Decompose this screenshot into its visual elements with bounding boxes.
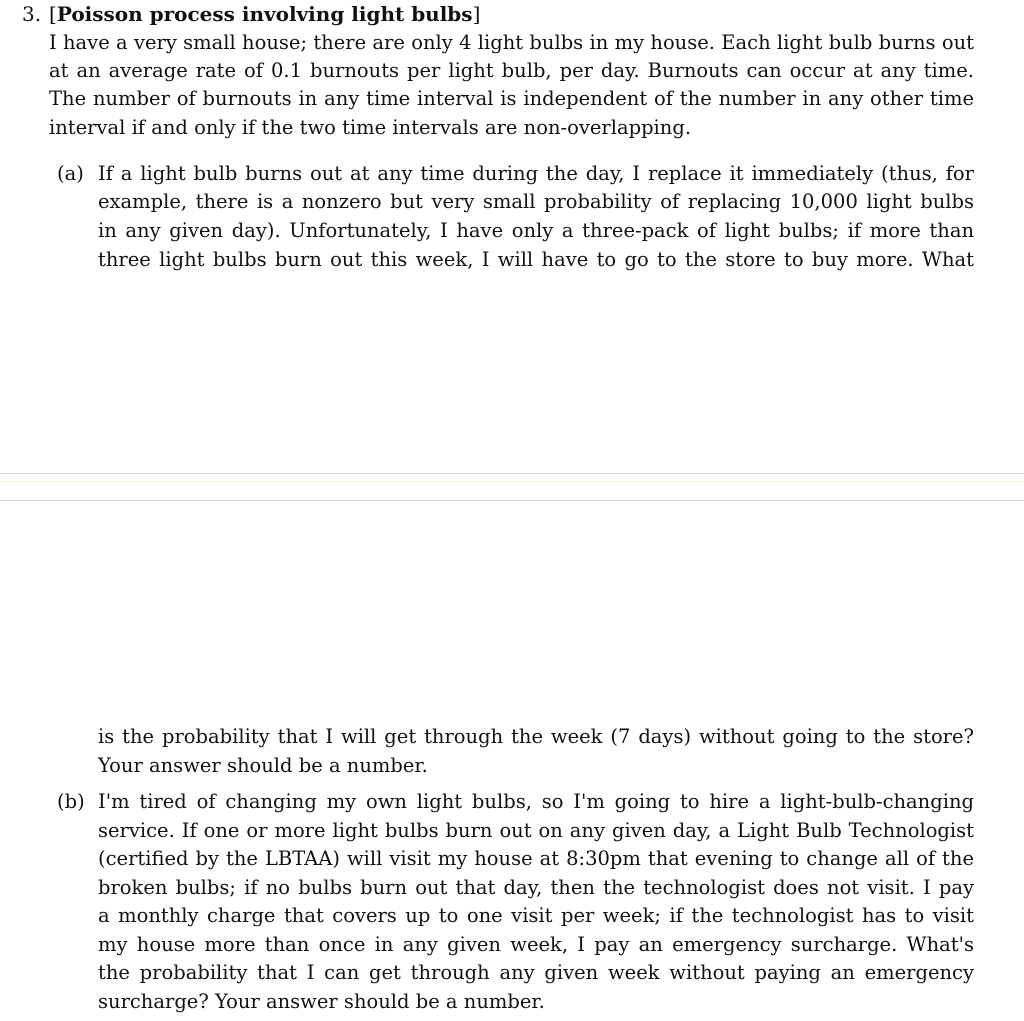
part-a-line-5: is the probability that I will get through the week (7 days) without going to the store? bbox=[98, 725, 974, 748]
problem-title-text: Poisson process involving light bulbs bbox=[56, 2, 473, 26]
part-a-line-1: If a light bulb burns out at any time during the day, I replace it immediately (thus, for bbox=[98, 162, 974, 185]
part-b-line-2: service. If one or more light bulbs burn out on any given day, a Light Bulb Technologist bbox=[98, 819, 974, 842]
intro-line-3: The number of burnouts in any time interval is independent of the number in any other time bbox=[49, 87, 974, 110]
part-b-line-6: my house more than once in any given week, I pay an emergency surcharge. What's bbox=[98, 933, 974, 956]
part-b-label: (b) bbox=[57, 790, 85, 813]
part-b-line-3: (certified by the LBTAA) will visit my house at 8:30pm that evening to change all of the bbox=[98, 847, 974, 870]
page-break-rule-middle bbox=[0, 481, 1024, 482]
part-b-line-8: surcharge? Your answer should be a number. bbox=[98, 990, 545, 1013]
part-b-line-7: the probability that I can get through any given week without paying an emergency bbox=[98, 961, 974, 984]
part-b-line-4: broken bulbs; if no bulbs burn out that day, then the technologist does not visit. I pay bbox=[98, 876, 974, 899]
part-a-line-2: example, there is a nonzero but very small probability of replacing 10,000 light bulbs bbox=[98, 190, 974, 213]
part-b-line-1: I'm tired of changing my own light bulbs, so I'm going to hire a light-bulb-changing bbox=[98, 790, 974, 813]
intro-line-4: interval if and only if the two time intervals are non-overlapping. bbox=[49, 116, 692, 139]
intro-line-2: at an average rate of 0.1 burnouts per light bulb, per day. Burnouts can occur at any time. bbox=[49, 59, 974, 82]
page-break-rule-bottom bbox=[0, 500, 1024, 501]
part-a-line-4: three light bulbs burn out this week, I will have to go to the store to buy more. What bbox=[98, 248, 974, 271]
problem-number: 3. bbox=[22, 2, 42, 26]
part-a-label: (a) bbox=[57, 162, 84, 185]
page-break-rule-top bbox=[0, 473, 1024, 474]
problem-title: [Poisson process involving light bulbs] bbox=[49, 2, 481, 26]
part-a-line-3: in any given day). Unfortunately, I have only a three-pack of light bulbs; if more than bbox=[98, 219, 974, 242]
part-a-line-6: Your answer should be a number. bbox=[98, 754, 428, 777]
part-b-line-5: a monthly charge that covers up to one visit per week; if the technologist has to visit bbox=[98, 904, 974, 927]
intro-line-1: I have a very small house; there are only 4 light bulbs in my house. Each light bulb burns out bbox=[49, 31, 974, 54]
